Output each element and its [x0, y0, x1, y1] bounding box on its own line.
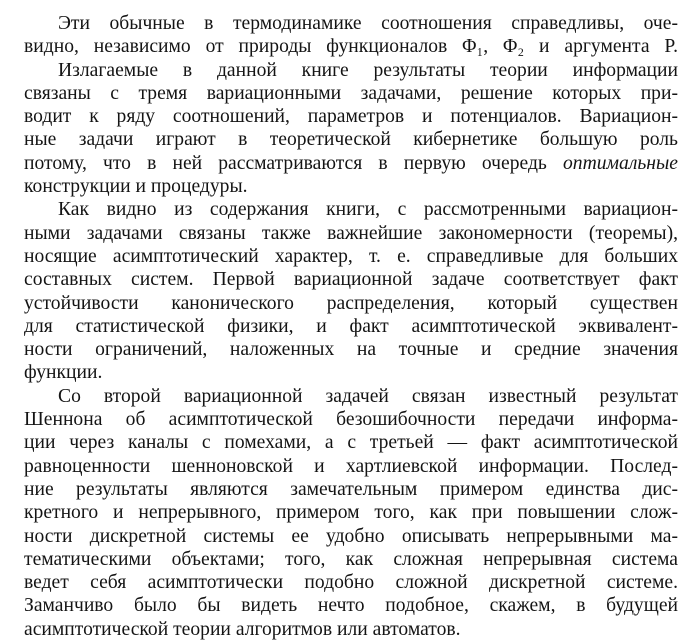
text-line: кретного и непрерывного, примером того, как при повышении слож-: [24, 502, 678, 524]
text-run: потому, что в ней рассматриваются в первую очередь: [24, 152, 563, 174]
text-line: ности дискретной системы ее удобно описывать непрерывными ма-: [24, 525, 678, 547]
text-line: Шеннона об асимптотической безошибочности передачи информа-: [24, 409, 678, 431]
text-line: [24, 152, 678, 175]
paragraph: [24, 385, 678, 641]
paragraph: [24, 12, 678, 59]
text-line: для статистической физики, и факт асимптотической эквивалент-: [24, 315, 678, 337]
text-line: ности ограничений, наложенных на точные и средние значения: [24, 339, 678, 361]
paragraph: [24, 198, 678, 384]
text-line: устойчивости канонического распределения, который существен: [24, 292, 678, 314]
paragraph: [24, 59, 678, 199]
text-line: функции.: [24, 362, 103, 384]
text-line: конструкции и процедуры.: [24, 176, 248, 198]
text-line: Со второй вариационной задачей связан известный результат: [58, 385, 678, 407]
text-line: носящие асимптотический характер, т. е. справедливые для больших: [24, 245, 678, 267]
text-line: тематическими объектами; того, как сложная непрерывная система: [24, 548, 678, 570]
text-line: равноценности шенноновской и хартлиевской информации. Послед-: [24, 455, 678, 477]
text-line: составных систем. Первой вариационной задаче соответствует факт: [24, 269, 678, 291]
italic-term: оптимальные: [563, 152, 678, 174]
text-line: Как видно из содержания книги, с рассмотренными вариацион-: [58, 199, 678, 221]
text-line: ции через каналы с помехами, а с третьей — факт асимптотической: [24, 432, 678, 454]
text-line: ные задачи играют в теоретической кибернетике большую роль: [24, 129, 678, 151]
text-line: Эти обычные в термодинамике соотношения справедливы, оче-: [58, 13, 678, 34]
text-line: Заманчиво было бы видеть нечто подобное, скажем, в будущей: [24, 595, 678, 617]
text-line: Излагаемые в данной книге результаты теории информации: [58, 59, 678, 81]
text-line: ными задачами связаны также важнейшие закономерности (теоремы),: [24, 222, 678, 244]
text-line: связаны с тремя вариационными задачами, решение которых при-: [24, 82, 678, 104]
text-line: асимптотической теории алгоритмов или автоматов.: [24, 618, 461, 640]
text-line: ведет себя асимптотически подобно сложной дискретной системе.: [24, 572, 678, 594]
text-line: ние результаты являются замечательным примером единства дис-: [24, 478, 678, 500]
text-line: водит к ряду соотношений, параметров и потенциалов. Вариацион-: [24, 106, 678, 128]
text-body: [24, 12, 678, 641]
text-line: видно, независимо от природы функционалов Φ₁, Φ₂ и аргумента P.: [24, 36, 678, 58]
